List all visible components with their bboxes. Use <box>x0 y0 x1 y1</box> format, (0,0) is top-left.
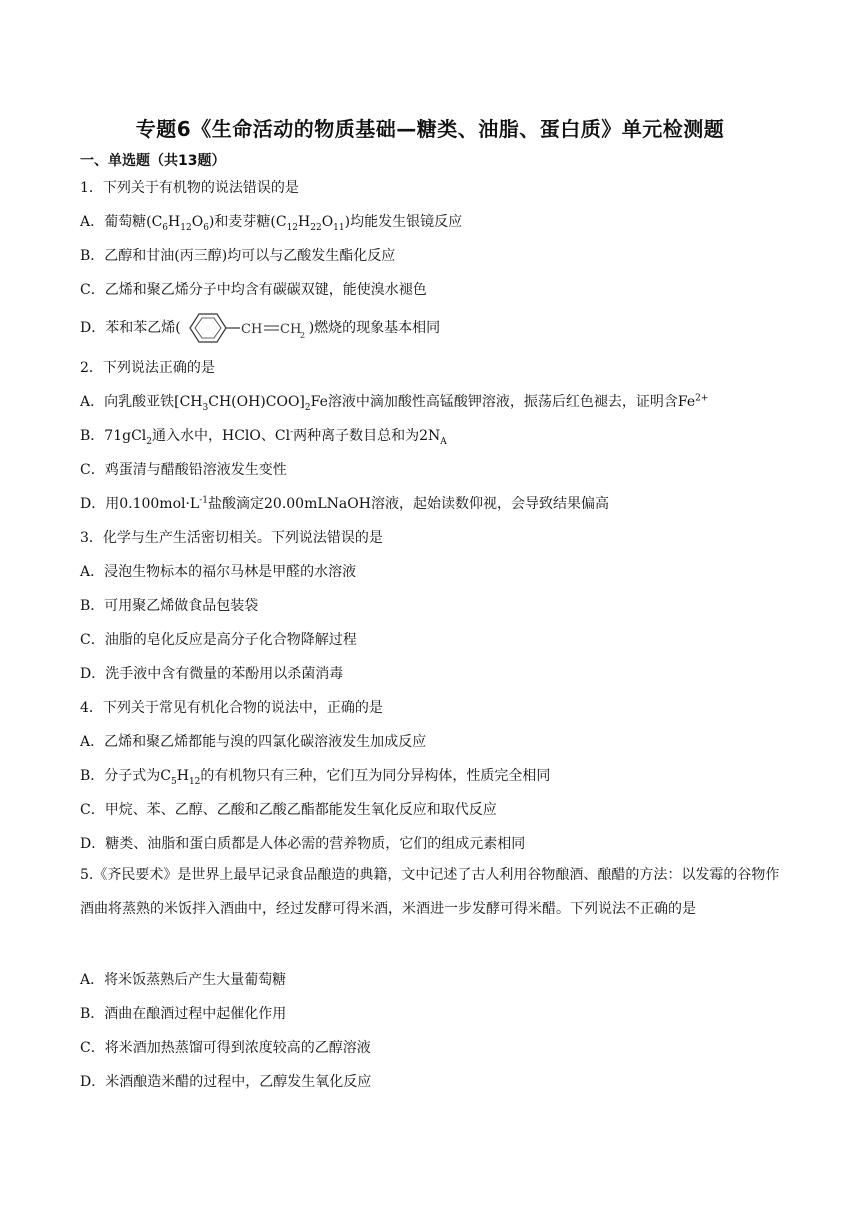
q5-option-a: A．将米饭蒸熟后产生大量葡萄糖 <box>80 972 287 988</box>
svg-text:2: 2 <box>299 331 305 340</box>
q1-option-d: D．苯和苯乙烯( CH CH 2 )燃烧的现象基本相同 <box>80 311 780 345</box>
q1-option-c: C．乙烯和聚乙烯分子中均含有碳碳双键，能使溴水褪色 <box>80 282 427 298</box>
svg-text:CH: CH <box>279 322 301 337</box>
q2-option-a: A．向乳酸亚铁$[CH_3CH(OH)COO]_2Fe$溶液中滴加酸性高锰酸钾溶液，振荡后红色褪去，证明含$Fe^{2+}$ <box>80 393 709 413</box>
q3-option-d: D．洗手液中含有微量的苯酚用以杀菌消毒 <box>80 666 344 682</box>
section-heading: 一、单选题（共13题） <box>80 153 226 169</box>
q3-option-a: A．浸泡生物标本的福尔马林是甲醛的水溶液 <box>80 564 357 580</box>
q3-option-c: C．油脂的皂化反应是高分子化合物降解过程 <box>80 632 357 648</box>
q2-option-d: D．用$0.100mol\cdot L^{-1}$盐酸滴定20.00mLNaOH溶液，起始读数仰视，会导致结果偏高 <box>80 495 609 512</box>
q2-option-c: C．鸡蛋清与醋酸铅溶液发生变性 <box>80 462 287 478</box>
q1-option-a: A．葡萄糖$(C_6H_{12}O_6)$和麦芽糖$(C_{12}H_{22}O_{11})$均能发生银镜反应 <box>80 214 463 233</box>
q2-option-b: B．71gCl$_2$通入水中，HClO、Cl-两种离子数目总和为$2N_A$ <box>80 427 447 447</box>
q3-option-b: B．可用聚乙烯做食品包装袋 <box>80 598 259 614</box>
svg-text:CH: CH <box>240 322 262 337</box>
q4-option-d: D．糖类、油脂和蛋白质都是人体必需的营养物质，它们的组成元素相同 <box>80 836 526 852</box>
document-title: 专题6《生命活动的物质基础—糖类、油脂、蛋白质》单元检测题 <box>135 117 725 141</box>
q4-option-a: A．乙烯和聚乙烯都能与溴的四氯化碳溶液发生加成反应 <box>80 734 427 750</box>
q5-option-d: D．米酒酿造米醋的过程中，乙醇发生氧化反应 <box>80 1074 372 1090</box>
q5-option-c: C．将米酒加热蒸馏可得到浓度较高的乙醇溶液 <box>80 1040 371 1056</box>
styrene-structure-image <box>182 311 308 345</box>
q5-stem: 5.《齐民要术》是世界上最早记录食品酿造的典籍，文中记述了古人利用谷物酿酒、酿醋的方法：以发霉的谷物作酒曲将蒸熟的米饭拌入酒曲中，经过发酵可得米酒，米酒进一步发酵可得米醋。下列说法不正确的是 <box>80 867 780 917</box>
q2-stem: 2．下列说法正确的是 <box>80 360 215 376</box>
q3-stem: 3．化学与生产生活密切相关。下列说法错误的是 <box>80 530 383 546</box>
q1-option-b: B．乙醇和甘油(丙三醇)均可以与乙酸发生酯化反应 <box>80 248 396 264</box>
q4-option-b: B．分子式为$C_5H_{12}$的有机物只有三种，它们互为同分异构体，性质完全相同 <box>80 768 551 787</box>
q5-option-b: B．酒曲在酿酒过程中起催化作用 <box>80 1006 287 1022</box>
q1-stem: 1．下列关于有机物的说法错误的是 <box>80 180 299 196</box>
q4-stem: 4．下列关于常见有机化合物的说法中，正确的是 <box>80 700 383 716</box>
q4-option-c: C．甲烷、苯、乙醇、乙酸和乙酸乙酯都能发生氧化反应和取代反应 <box>80 802 497 818</box>
